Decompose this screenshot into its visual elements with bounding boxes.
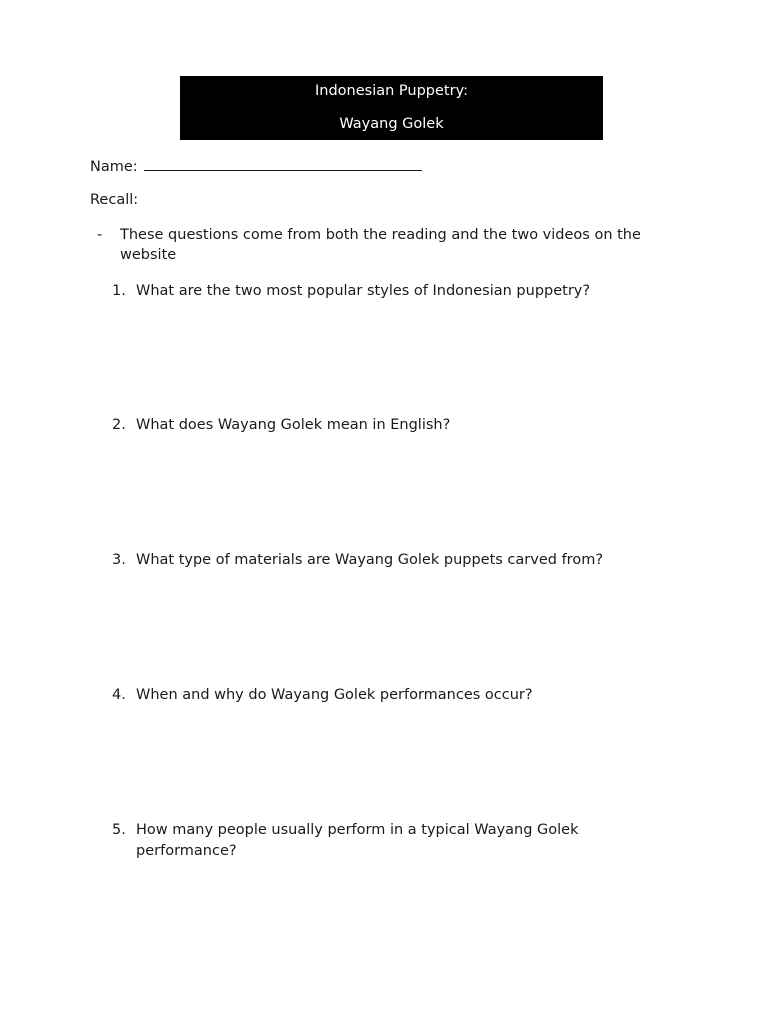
- bullet-marker: -: [97, 227, 103, 243]
- question-5-text: How many people usually perform in a typical Wayang Golek performance?: [136, 822, 579, 859]
- question-3-number: 3.: [112, 552, 126, 568]
- question-5-number: 5.: [112, 822, 126, 838]
- question-4-number: 4.: [112, 687, 126, 703]
- bullet-text: These questions come from both the reading and the two videos on the website: [120, 227, 641, 263]
- question-2-number: 2.: [112, 417, 126, 433]
- name-row: [90, 156, 422, 177]
- question-3-text: What type of materials are Wayang Golek puppets carved from?: [136, 552, 604, 568]
- title-line-2: Wayang Golek: [339, 116, 444, 132]
- question-4-text: When and why do Wayang Golek performances occur?: [136, 687, 533, 703]
- question-1-text: What are the two most popular styles of Indonesian puppetry?: [136, 283, 591, 299]
- name-blank-line: [144, 156, 422, 171]
- title-banner: [180, 76, 603, 140]
- question-1-number: 1.: [112, 283, 126, 299]
- recall-label: Recall:: [90, 192, 139, 208]
- name-label: Name:: [90, 159, 138, 175]
- title-line-1: Indonesian Puppetry:: [315, 83, 468, 99]
- question-2-text: What does Wayang Golek mean in English?: [136, 417, 451, 433]
